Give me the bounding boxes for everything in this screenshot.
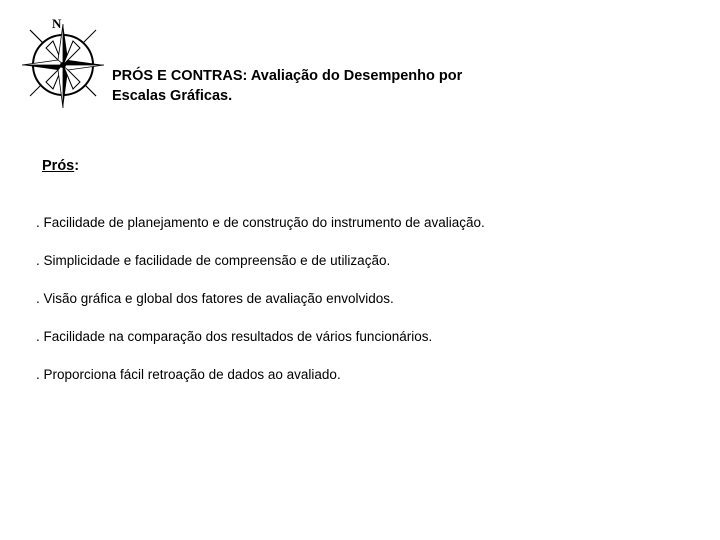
compass-rose-icon (8, 8, 118, 118)
slide-title (112, 66, 652, 106)
subheading-label: Prós (42, 158, 75, 174)
section-subheading (42, 158, 79, 174)
compass-north-label: N (52, 16, 62, 31)
title-line-2: Escalas Gráficas. (112, 88, 233, 104)
compass-rose-svg (8, 8, 118, 118)
pros-list (36, 214, 676, 404)
subheading-colon: : (74, 158, 80, 174)
list-item: . Facilidade de planejamento e de construção do instrumento de avaliação. (36, 215, 485, 230)
title-rest: Avaliação do Desempenho por (247, 68, 463, 84)
list-item: . Visão gráfica e global dos fatores de avaliação envolvidos. (36, 291, 394, 306)
list-item: . Simplicidade e facilidade de compreensão e de utilização. (36, 253, 391, 268)
list-item: . Facilidade na comparação dos resultados de vários funcionários. (36, 329, 433, 344)
title-emphasis: PRÓS E CONTRAS: (112, 68, 248, 84)
list-item: . Proporciona fácil retroação de dados ao avaliado. (36, 367, 341, 382)
